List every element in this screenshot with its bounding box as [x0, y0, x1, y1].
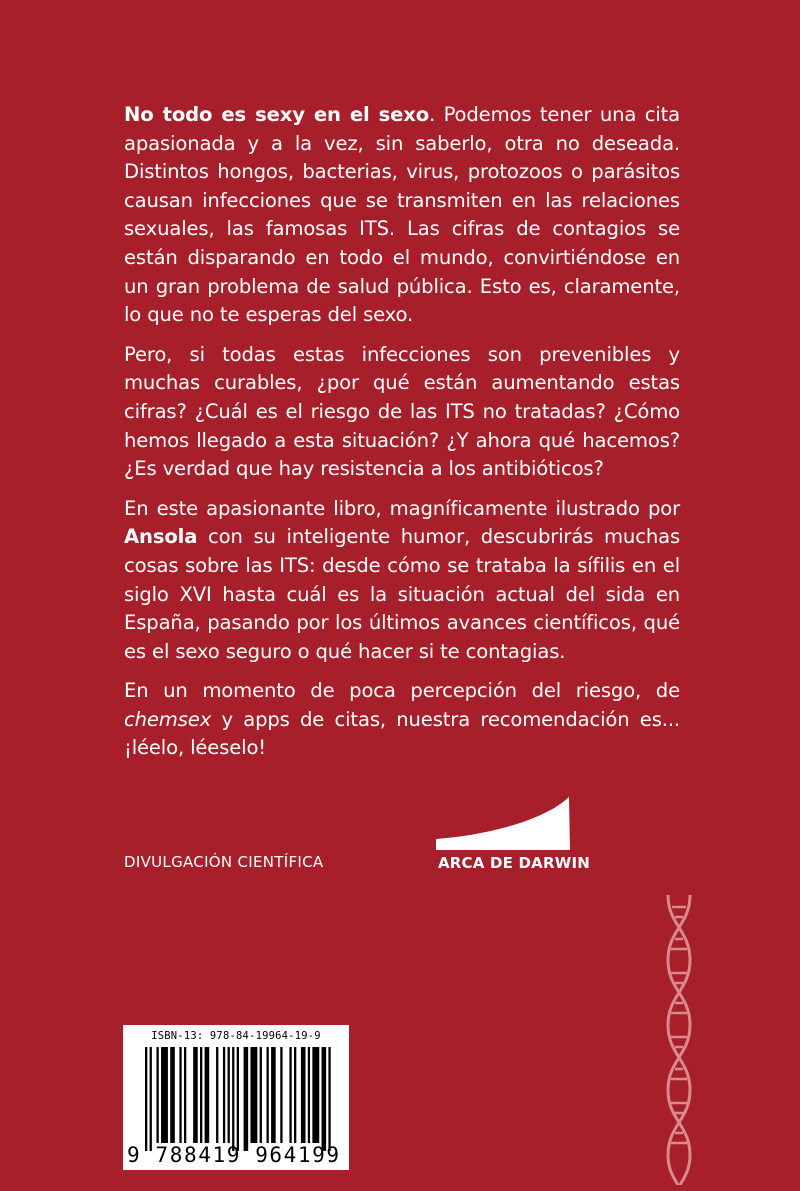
barcode-bar [200, 1047, 202, 1143]
barcode-bar [150, 1047, 152, 1151]
blurb-p4-italic: chemsex [124, 707, 212, 731]
isbn-label: ISBN-13: 978-84-19964-19-9 [151, 1030, 321, 1042]
publisher-logo [436, 797, 591, 877]
blurb-p4-text-a: En un momento de poca percepción del riesgo, de [124, 679, 680, 703]
blurb-p1-text: . Podemos tener una cita apasionada y a la vez, sin saberlo, otra no deseada. Distintos hongos, bacterias, virus, protozoos o parásitos causan infecciones que se transmiten en las relaciones sexuales, las famosas ITS. Las cifras de contagios se están disparando en todo el mundo, convirtiéndose en un gran problema de salud pública. Esto es, claramente, lo que no te esperas del sexo. [124, 103, 680, 327]
barcode-bar [179, 1047, 181, 1143]
barcode-bar [237, 1047, 239, 1151]
barcode-bar [289, 1047, 291, 1143]
publisher-name: ARCA DE DARWIN [438, 854, 591, 872]
barcode-bar [156, 1047, 158, 1143]
barcode-bar [308, 1047, 310, 1143]
illustrator-name: Ansola [124, 525, 198, 549]
barcode-bar [328, 1047, 330, 1151]
barcode-bar [205, 1047, 210, 1143]
blurb-p3-text-a: En este apasionante libro, magníficamente ilustrado por [124, 496, 680, 520]
blurb-p3-text-b: con su inteligente humor, descubrirás muchas cosas sobre las ITS: desde cómo se trataba la sífilis en el siglo XVI hasta cuál es la situación actual del sida en España, pasando por los últimos avances científicos, qué es el sexo seguro o qué hacer si te contagias. [124, 525, 680, 663]
blurb-paragraph-4 [124, 677, 680, 763]
barcode-bar [250, 1047, 257, 1143]
barcode-bar [301, 1047, 306, 1143]
dna-helix-icon [648, 895, 708, 1185]
barcode-bar [232, 1047, 234, 1151]
barcode-bar [294, 1047, 296, 1143]
isbn-barcode [123, 1025, 349, 1170]
blurb-paragraph-1 [124, 101, 680, 330]
barcode-bar [280, 1047, 282, 1143]
barcode-bar [193, 1047, 198, 1143]
barcode-bar [271, 1047, 276, 1143]
barcode-bar [223, 1047, 225, 1143]
barcode-bar [170, 1047, 175, 1143]
barcode-bar [228, 1047, 230, 1143]
blurb-paragraph-3 [124, 495, 680, 667]
barcode-bar [244, 1047, 249, 1151]
back-cover-blurb [124, 101, 680, 774]
barcode-bar [145, 1047, 147, 1151]
blurb-paragraph-2: Pero, si todas estas infecciones son prevenibles y muchas curables, ¿por qué están aumentando estas cifras? ¿Cuál es el riesgo de las ITS no tratadas? ¿Cómo hemos llegado a esta situación? ¿Y ahora qué hacemos? ¿Es verdad que hay resistencia a los antibióticos? [124, 342, 680, 481]
barcode-bar [184, 1047, 186, 1143]
blurb-p4-text-b: y apps de citas, nuestra recomendación es... ¡léelo, léeselo! [124, 707, 680, 760]
genre-label: DIVULGACIÓN CIENTÍFICA [124, 853, 324, 871]
barcode-bar [260, 1047, 262, 1143]
barcode-digits: 9 788419 964199 [127, 1143, 341, 1167]
barcode-bar [161, 1047, 168, 1143]
blurb-lead-bold: No todo es sexy en el sexo [124, 103, 430, 126]
sail-icon [436, 797, 572, 853]
barcode-bar [267, 1047, 269, 1143]
barcode-bar [312, 1047, 319, 1143]
barcode-bar [322, 1047, 327, 1151]
barcode-bar [216, 1047, 218, 1143]
